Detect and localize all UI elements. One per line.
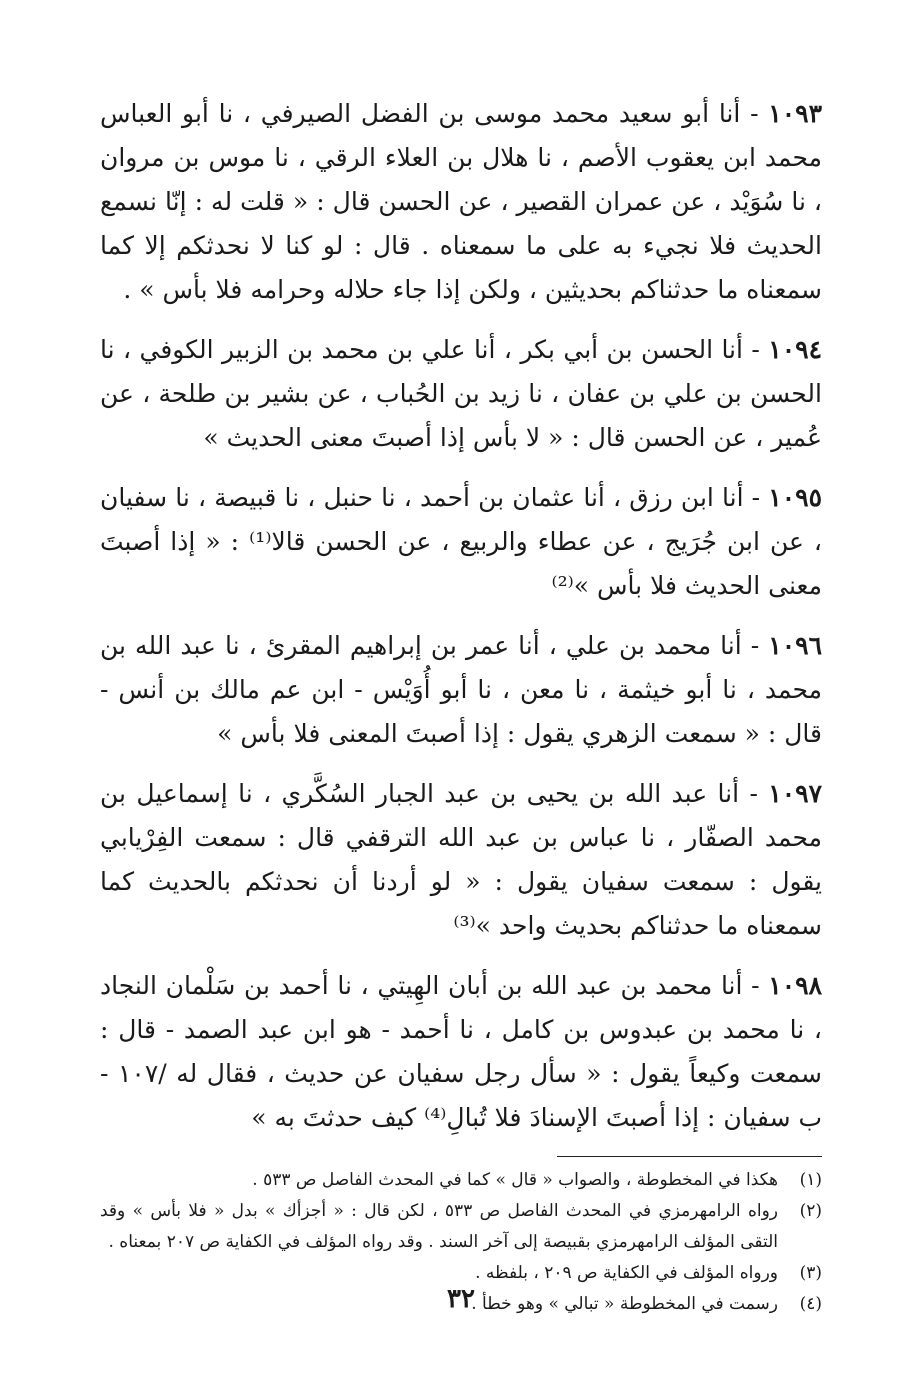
hadith-entry: ١٠٩٦ - أنا محمد بن علي ، أنا عمر بن إبراهيم المقرئ ، نا عبد الله بن محمد ، نا أبو خيثمة ، نا معن ، نا أبو أُوَيْس - ابن عم مالك بن أنس - قال : « سمعت الزهري يقول : إذا أصبتَ المعنى فلا بأس »: [100, 631, 823, 748]
entry-text: أنا محمد بن علي ، أنا عمر بن إبراهيم المقرئ ، نا عبد الله بن محمد ، نا أبو خيثمة ، نا معن ، نا أبو أُوَيْس - ابن عم مالك بن أنس - قال : « سمعت الزهري يقول : إذا أصبتَ المعنى فلا بأس »: [100, 631, 822, 748]
hadith-entry: ١٠٩٥ - أنا ابن رزق ، أنا عثمان بن أحمد ، نا حنبل ، نا قبيصة ، نا سفيان ، عن ابن جُرَيج ، عن عطاء والربيع ، عن الحسن قالا⁽¹⁾ : « إذا أصبتَ معنى الحديث فلا بأس »⁽²⁾: [100, 483, 823, 600]
footnote-text: رسمت في المخطوطة « تبالي » وهو خطأ .: [471, 1294, 778, 1314]
entry-number: ١٠٩٤: [768, 335, 822, 364]
footnote: [100, 1165, 822, 1196]
hadith-entry: ١٠٩٣ - أنا أبو سعيد محمد موسى بن الفضل الصيرفي ، نا أبو العباس محمد ابن يعقوب الأصم ، نا هلال بن العلاء الرقي ، نا موس بن مروان ، نا سُوَيْد ، عن عمران القصير ، عن الحسن قال : « قلت له : إنّا نسمع الحديث فلا نجيء به على ما سمعناه . قال : لو كنا لا نحدثكم إلا كما سمعناه ما حدثناكم بحديثين ، ولكن إذا جاء حلاله وحرامه فلا بأس » .: [100, 99, 822, 304]
footnote-mark: (٢): [799, 1201, 822, 1221]
page-number: ٣٢: [447, 1284, 475, 1314]
entry-number: ١٠٩٥: [768, 483, 823, 512]
footnote-text: ورواه المؤلف في الكفاية ص ٢٠٩ ، بلفظه .: [475, 1263, 778, 1283]
entry-text: أنا ابن رزق ، أنا عثمان بن أحمد ، نا حنبل ، نا قبيصة ، نا سفيان ، عن ابن جُرَيج ، عن عطاء والربيع ، عن الحسن قالا⁽¹⁾ : « إذا أصبتَ معنى الحديث فلا بأس »⁽²⁾: [100, 483, 823, 600]
hadith-entry: ١٠٩٧ - أنا عبد الله بن يحيى بن عبد الجبار السُكَّري ، نا إسماعيل بن محمد الصفّار ، نا عباس بن عبد الله الترقفي قال : سمعت الفِرْيابي يقول : سمعت سفيان يقول : « لو أردنا أن نحدثكم بالحديث كما سمعناه ما حدثناكم بحديث واحد »⁽³⁾: [100, 779, 822, 940]
footnote-text: هكذا في المخطوطة ، والصواب « قال » كما في المحدث الفاصل ص ٥٣٣ .: [252, 1170, 778, 1190]
entry-text: أنا أبو سعيد محمد موسى بن الفضل الصيرفي ، نا أبو العباس محمد ابن يعقوب الأصم ، نا هلال بن العلاء الرقي ، نا موس بن مروان ، نا سُوَيْد ، عن عمران القصير ، عن الحسن قال : « قلت له : إنّا نسمع الحديث فلا نجيء به على ما سمعناه . قال : لو كنا لا نحدثكم إلا كما سمعناه ما حدثناكم بحديثين ، ولكن إذا جاء حلاله وحرامه فلا بأس » .: [100, 99, 822, 304]
footnote-mark: (١): [799, 1170, 822, 1190]
hadith-entries: [100, 92, 822, 1140]
footnote: [100, 1196, 822, 1258]
footnote-mark: (٣): [799, 1263, 822, 1283]
entry-number: ١٠٩٧: [768, 779, 822, 808]
entry-text: أنا الحسن بن أبي بكر ، أنا علي بن محمد بن الزبير الكوفي ، نا الحسن بن علي بن عفان ، نا زيد بن الحُباب ، عن بشير بن طلحة ، عن عُمير ، عن الحسن قال : « لا بأس إذا أصبتَ معنى الحديث »: [100, 335, 822, 452]
footnote-mark: (٤): [799, 1294, 822, 1314]
hadith-entry: ١٠٩٨ - أنا محمد بن عبد الله بن أبان الهِيتي ، نا أحمد بن سَلْمان النجاد ، نا محمد بن عبدوس بن كامل ، نا أحمد - هو ابن عبد الصمد - قال : سمعت وكيعاً يقول : « سأل رجل سفيان عن حديث ، فقال له /١٠٧ - ب سفيان : إذا أصبتَ الإسنادَ فلا تُبالِ⁽⁴⁾ كيف حدثتَ به »: [100, 971, 823, 1132]
footnote-text: رواه الرامهرمزي في المحدث الفاصل ص ٥٣٣ ، لكن قال : « أجزأك » بدل « فلا بأس » وقد التقى المؤلف الرامهرمزي بقبيصة إلى آخر السند . وقد رواه المؤلف في الكفاية ص ٢٠٧ بمعناه .: [100, 1201, 778, 1252]
entry-number: ١٠٩٦: [768, 631, 823, 660]
entry-number: ١٠٩٣: [768, 99, 822, 128]
hadith-entry: ١٠٩٤ - أنا الحسن بن أبي بكر ، أنا علي بن محمد بن الزبير الكوفي ، نا الحسن بن علي بن عفان ، نا زيد بن الحُباب ، عن بشير بن طلحة ، عن عُمير ، عن الحسن قال : « لا بأس إذا أصبتَ معنى الحديث »: [100, 335, 822, 452]
entry-number: ١٠٩٨: [768, 971, 823, 1000]
entry-text: أنا محمد بن عبد الله بن أبان الهِيتي ، نا أحمد بن سَلْمان النجاد ، نا محمد بن عبدوس بن كامل ، نا أحمد - هو ابن عبد الصمد - قال : سمعت وكيعاً يقول : « سأل رجل سفيان عن حديث ، فقال له /١٠٧ - ب سفيان : إذا أصبتَ الإسنادَ فلا تُبالِ⁽⁴⁾ كيف حدثتَ به »: [100, 971, 822, 1132]
footnote-divider: [557, 1156, 822, 1157]
entry-text: أنا عبد الله بن يحيى بن عبد الجبار السُكَّري ، نا إسماعيل بن محمد الصفّار ، نا عباس بن عبد الله الترقفي قال : سمعت الفِرْيابي يقول : سمعت سفيان يقول : « لو أردنا أن نحدثكم بالحديث كما سمعناه ما حدثناكم بحديث واحد »⁽³⁾: [100, 779, 822, 940]
